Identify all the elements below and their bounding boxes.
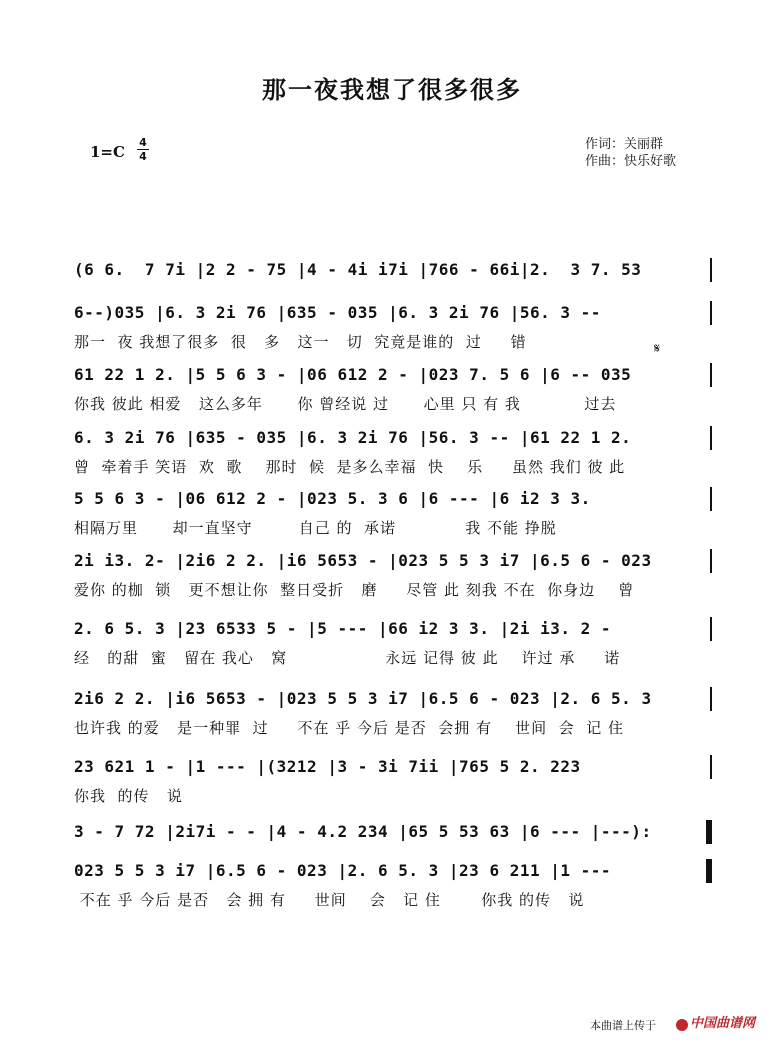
time-signature [137, 136, 149, 163]
song-title: 那一夜我想了很多很多 [262, 76, 522, 104]
score-row: 61 22 1 2. |5 5 6 3 - |06 612 2 - |023 7. 5 6 |6 -- 035 [74, 365, 632, 384]
bar-line [710, 301, 712, 325]
bar-line [710, 426, 712, 450]
bar-line [710, 258, 712, 282]
score-row: 2i i3. 2- |2i6 2 2. |i6 5653 - |023 5 5 3 i7 |6.5 6 - 023 [74, 551, 652, 570]
bar-line [710, 820, 712, 844]
footer-uploaded-text: 本曲谱上传于 [590, 1019, 656, 1032]
lyricist-credit: 作词：关丽群 [585, 137, 664, 152]
time-signature-top: 4 [139, 136, 147, 149]
bar-line [710, 687, 712, 711]
credits [585, 136, 676, 170]
lyric-line: 曾 牵着手 笑语 欢 歌 那时 候 是多么幸福 快 乐 虽然 我们 彼 此 [74, 458, 626, 476]
site-logo-text: 中国曲谱网 [690, 1016, 756, 1031]
score-row: 6. 3 2i 76 |635 - 035 |6. 3 2i 76 |56. 3 -- |61 22 1 2. [74, 428, 632, 447]
score-row: 5 5 6 3 - |06 612 2 - |023 5. 3 6 |6 --- |6 i2 3 3. [74, 489, 591, 508]
score-row: 3 - 7 72 |2i7i - - |4 - 4.2 234 |65 5 53 63 |6 --- |---): [74, 822, 652, 841]
score-row: 6--)035 |6. 3 2i 76 |635 - 035 |6. 3 2i 76 |56. 3 -- [74, 303, 601, 322]
score-row: 2. 6 5. 3 |23 6533 5 - |5 --- |66 i2 3 3. |2i i3. 2 - [74, 619, 612, 638]
score-row: 2i6 2 2. |i6 5653 - |023 5 5 3 i7 |6.5 6 - 023 |2. 6 5. 3 [74, 689, 652, 708]
score-row: 023 5 5 3 i7 |6.5 6 - 023 |2. 6 5. 3 |23 6 211 |1 --- [74, 861, 612, 880]
final-bar-line [706, 859, 710, 883]
bar-line [710, 617, 712, 641]
lyric-line: 也许我 的爱 是一种罪 过 不在 乎 今后 是否 会拥 有 世间 会 记 住 [74, 719, 624, 737]
lyric-line: 相隔万里 却一直坚守 自己 的 承诺 我 不能 挣脱 [74, 519, 557, 537]
segno-sign: 𝄋 [654, 341, 661, 357]
bar-line [710, 859, 712, 883]
lyric-line: 爱你 的枷 锁 更不想让你 整日受折 磨 尽管 此 刻我 不在 你身边 曾 [74, 581, 635, 599]
lyric-line: 你我 彼此 相爱 这么多年 你 曾经说 过 心里 只 有 我 过去 [74, 395, 617, 413]
site-logo-icon [676, 1019, 688, 1031]
repeat-bar-line [706, 820, 710, 844]
lyric-line: 经 的甜 蜜 留在 我心 窝 永远 记得 彼 此 许过 承 诺 [74, 649, 621, 667]
lyric-line: 不在 乎 今后 是否 会 拥 有 世间 会 记 住 你我 的传 说 [74, 891, 585, 909]
bar-line [710, 755, 712, 779]
lyric-line: 那一 夜 我想了很多 很 多 这一 切 究竟是谁的 过 错 [74, 333, 527, 351]
composer-credit: 作曲：快乐好歌 [585, 154, 677, 169]
bar-line [710, 363, 712, 387]
key-signature: 1=C [90, 143, 125, 161]
score-row: (6 6. 7 7i |2 2 - 75 |4 - 4i i7i |766 - 66i|2. 3 7. 53 [74, 260, 642, 279]
lyric-line: 你我 的传 说 [74, 787, 183, 805]
time-signature-bottom: 4 [139, 150, 147, 163]
bar-line [710, 487, 712, 511]
score-row: 23 621 1 - |1 --- |(3212 |3 - 3i 7ii |765 5 2. 223 [74, 757, 581, 776]
bar-line [710, 549, 712, 573]
